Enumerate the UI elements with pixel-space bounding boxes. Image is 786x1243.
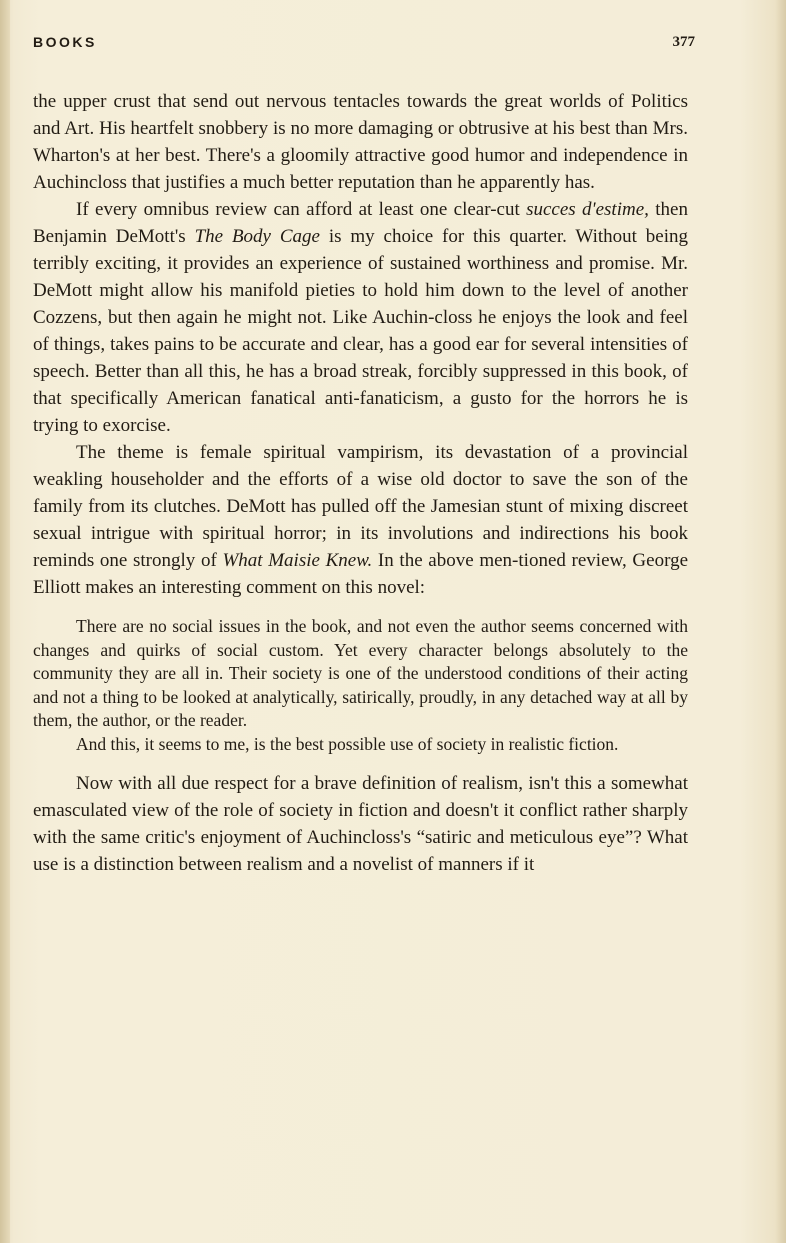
book-title-the-body-cage: The Body Cage [194,226,320,247]
page-number: 377 [672,34,695,50]
paragraph-3-text-a: The theme is female spiritual vampirism, its devastation of a provincial weakling householder and the efforts of a wise old doctor to save the son of the family from its clutches. DeMott has pulled off the Jamesian stunt of mixing discreet sexual intrigue with spiritual horror; in its involutions and indirections his book reminds one strongly of [33,442,688,571]
block-quote-paragraph-2: And this, it seems to me, is the best possible use of society in realistic fiction. [76,733,619,754]
running-head: BOOKS [33,34,97,50]
book-title-what-maisie-knew: What Maisie Knew. [222,550,373,571]
paragraph-2-text-c: is my choice for this quarter. Without being terribly exciting, it provides an experience of sustained worthiness and promise. Mr. DeMott might allow his manifold pieties to hold him down to the level of another Cozzens, but then again he might not. Like Auchin-closs he enjoys the look and feel of things, takes pains to be accurate and clear, has a good ear for several intensities of speech. Better than all this, he has a broad streak, forcibly suppressed in this book, of that specifically American fanatical anti-fanaticism, a gusto for the horrors he is trying to exorcise. [33,226,688,436]
paragraph-2-text-b: then Benjamin DeMott's [33,199,688,247]
paragraph-2-text-a: If every omnibus review can afford at least one clear-cut [76,199,527,220]
paragraph-3 [33,439,688,601]
body-text [33,88,688,878]
paragraph-2 [33,196,688,439]
page-header [33,34,695,58]
paragraph-2-italic-a: succes d'estime, [526,199,649,220]
book-spine-shadow [0,0,10,1243]
paragraph-3-text-b: In the above men-tioned review, George Elliott makes an interesting comment on this novel: [33,550,689,598]
paragraph-4: Now with all due respect for a brave definition of realism, isn't this a somewhat emasculated view of the role of society in fiction and doesn't it conflict rather sharply with the same critic's enjoyment of Auchincloss's “satiric and meticulous eye”? What use is a distinction between realism and a novelist of manners if it [33,773,688,875]
paragraph-1: the upper crust that send out nervous tentacles towards the great worlds of Politics and Art. His heartfelt snobbery is no more damaging or obtrusive at his best than Mrs. Wharton's at her best. There's a gloomily attractive good humor and independence in Auchincloss that justifies a much better reputation than he apparently has. [33,91,688,193]
block-quote-paragraph-1: There are no social issues in the book, and not even the author seems concerned with changes and quirks of social custom. Yet every character belongs absolutely to the community they are all in. Their society is one of the understood conditions of their acting and not a thing to be looked at analytically, satirically, proudly, in any detached way at all by them, the author, or the reader. [33,616,688,730]
